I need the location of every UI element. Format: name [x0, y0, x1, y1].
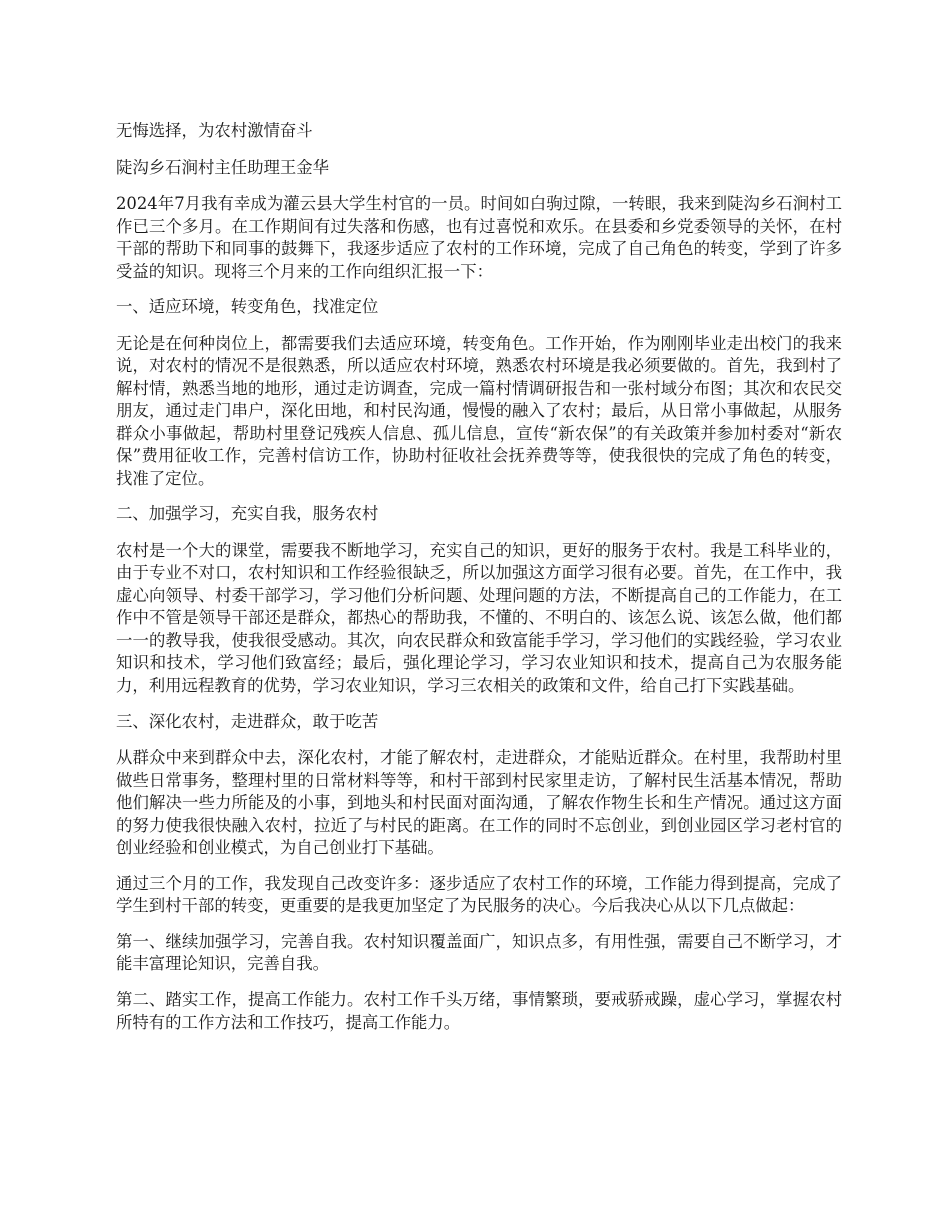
author-line: 陡沟乡石涧村主任助理王金华 [116, 157, 330, 177]
section-3-paragraph: 从群众中来到群众中去，深化农村，才能了解农村，走进群众，才能贴近群众。在村里，我帮助村里做些日常事务，整理村里的日常材料等等，和村干部到村民家里走访，了解村民生活基本情况，帮助他们解决一些力所能及的小事，到地头和村民面对面沟通，了解农作物生长和生产情况。通过这方面的努力使我很快融入农村，拉近了与村民的距离。在工作的同时不忘创业，到创业园区学习老村官的创业经验和创业模式，为自己创业打下基础。 [116, 748, 842, 858]
section-heading-2: 二、加强学习，充实自我，服务农村 [116, 504, 379, 524]
section-heading-1: 一、适应环境，转变角色，找准定位 [116, 297, 379, 317]
intro-paragraph: 2024年7月我有幸成为灌云县大学生村官的一员。时间如白驹过隙，一转眼，我来到陡沟乡石涧村工作已三个多月。在工作期间有过失落和伤感，也有过喜悦和欢乐。在县委和乡党委领导的关怀，在村干部的帮助下和同事的鼓舞下，我逐步适应了农村的工作环境，完成了自己角色的转变，学到了许多受益的知识。现将三个月来的工作向组织汇报一下： [116, 194, 842, 281]
document-title: 无悔选择，为农村激情奋斗 [116, 121, 313, 140]
summary-paragraph: 通过三个月的工作，我发现自己改变许多：逐步适应了农村工作的环境，工作能力得到提高，完成了学生到村干部的转变，更重要的是我更加坚定了为民服务的决心。今后我决心从以下几点做起： [116, 873, 842, 916]
document-body [116, 120, 842, 1047]
plan-item-1: 第一、继续加强学习，完善自我。农村知识覆盖面广，知识点多，有用性强，需要自己不断学习，才能丰富理论知识，完善自我。 [116, 931, 842, 974]
section-2-paragraph: 农村是一个大的课堂，需要我不断地学习，充实自己的知识，更好的服务于农村。我是工科毕业的，由于专业不对口，农村知识和工作经验很缺乏，所以加强这方面学习很有必要。首先，在工作中，我虚心向领导、村委干部学习，学习他们分析问题、处理问题的方法，不断提高自己的工作能力，在工作中不管是领导干部还是群众，都热心的帮助我，不懂的、不明白的、该怎么说、该怎么做，他们都一一的教导我，使我很受感动。其次，向农民群众和致富能手学习，学习他们的实践经验，学习农业知识和技术，学习他们致富经；最后，强化理论学习，学习农业知识和技术，提高自己为农服务能力，利用远程教育的优势，学习农业知识，学习三农相关的政策和文件，给自己打下实践基础。 [116, 540, 842, 695]
section-heading-3: 三、深化农村，走进群众，敢于吃苦 [116, 711, 379, 731]
plan-item-2: 第二、踏实工作，提高工作能力。农村工作千头万绪，事情繁琐，要戒骄戒躁，虚心学习，掌握农村所特有的工作方法和工作技巧，提高工作能力。 [116, 990, 842, 1032]
section-1-paragraph: 无论是在何种岗位上，都需要我们去适应环境，转变角色。工作开始，作为刚刚毕业走出校门的我来说，对农村的情况不是很熟悉，所以适应农村环境，熟悉农村环境是我必须要做的。首先，我到村了解村情，熟悉当地的地形，通过走访调查，完成一篇村情调研报告和一张村域分布图；其次和农民交朋友，通过走门串户，深化田地，和村民沟通，慢慢的融入了农村；最后，从日常小事做起，从服务群众小事做起，帮助村里登记残疾人信息、孤儿信息，宣传“新农保”的有关政策并参加村委对“新农保”费用征收工作，完善村信访工作，协助村征收社会抚养费等等，使我很快的完成了角色的转变，找准了定位。 [116, 333, 842, 488]
